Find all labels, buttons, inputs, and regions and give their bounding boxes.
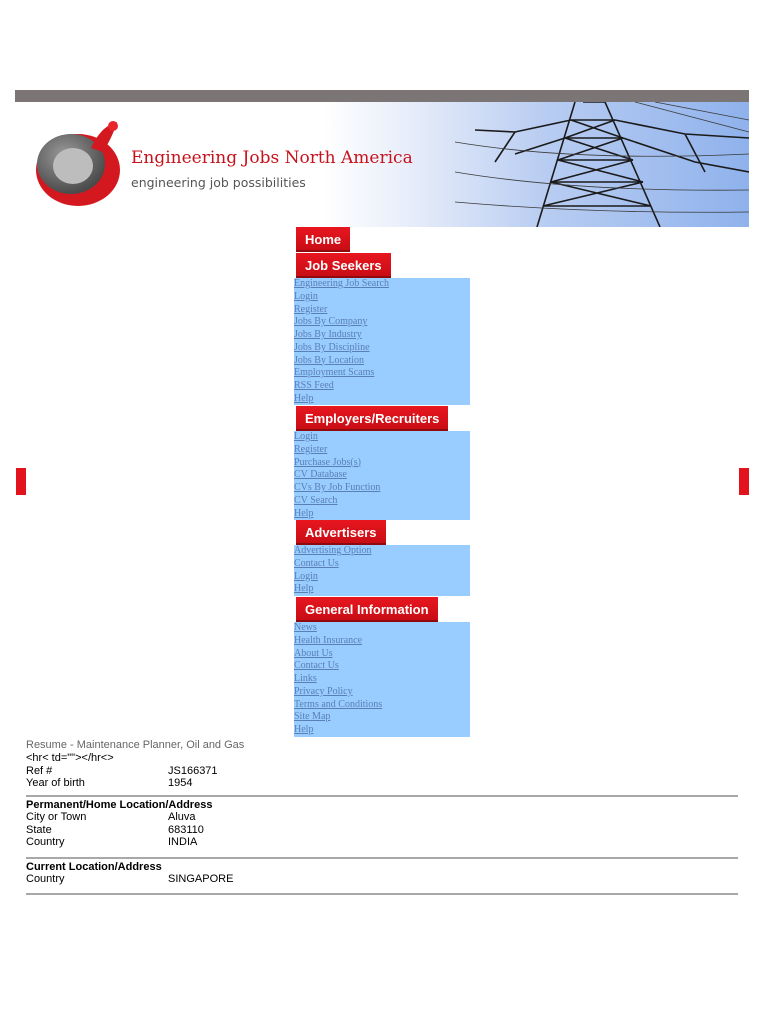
nav-link-advertising-option[interactable]: Advertising Option xyxy=(294,545,372,556)
nav-link-register[interactable]: Register xyxy=(294,303,328,315)
permanent-country-label: Country xyxy=(26,836,65,848)
power-tower-icon xyxy=(455,102,749,227)
left-red-marker xyxy=(16,468,26,495)
current-address-heading: Current Location/Address xyxy=(26,860,162,873)
city-value: Aluva xyxy=(168,811,196,823)
resume-section xyxy=(26,739,738,897)
nav-link-advertiser-login[interactable]: Login xyxy=(294,570,318,582)
current-country-label: Country xyxy=(26,873,65,885)
nav-general-information-heading[interactable]: General Information xyxy=(296,597,438,622)
nav-link-jobs-by-company[interactable]: Jobs By Company xyxy=(294,316,368,328)
employers-menu xyxy=(294,431,470,520)
nav-link-advertiser-contact-us[interactable]: Contact Us xyxy=(294,557,339,569)
advertisers-menu xyxy=(294,545,470,596)
general-information-menu xyxy=(294,622,470,737)
right-red-marker xyxy=(739,468,749,495)
nav-link-login[interactable]: Login xyxy=(294,290,318,302)
year-of-birth-row xyxy=(26,777,738,790)
resume-title: Resume - Maintenance Planner, Oil and Gas xyxy=(26,739,245,751)
divider xyxy=(26,857,738,859)
nav-link-terms-and-conditions[interactable]: Terms and Conditions xyxy=(294,698,383,710)
site-logo-icon[interactable] xyxy=(33,118,133,210)
state-row xyxy=(26,824,738,837)
job-seekers-menu xyxy=(294,278,470,405)
city-label: City or Town xyxy=(26,811,87,823)
permanent-country-row xyxy=(26,836,738,849)
permanent-address-heading: Permanent/Home Location/Address xyxy=(26,798,213,811)
city-row xyxy=(26,811,738,824)
nav-link-cv-database[interactable]: CV Database xyxy=(294,469,347,481)
top-bar xyxy=(15,90,749,102)
nav-link-jobs-by-industry[interactable]: Jobs By Industry xyxy=(294,329,362,340)
state-value: 683110 xyxy=(168,823,204,836)
nav-link-general-help[interactable]: Help xyxy=(294,724,314,735)
nav-link-cvs-by-job-function[interactable]: CVs By Job Function xyxy=(294,482,381,493)
nav-link-links[interactable]: Links xyxy=(294,673,317,684)
nav-link-cv-search[interactable]: CV Search xyxy=(294,494,338,506)
nav-link-privacy-policy[interactable]: Privacy Policy xyxy=(294,685,353,697)
ref-row xyxy=(26,765,738,778)
nav-employers-heading[interactable]: Employers/Recruiters xyxy=(296,406,448,431)
divider xyxy=(26,893,738,895)
current-country-value: SINGAPORE xyxy=(168,873,234,885)
nav-link-news[interactable]: News xyxy=(294,622,317,633)
nav-link-employer-register[interactable]: Register xyxy=(294,443,328,455)
nav-link-jobs-by-location[interactable]: Jobs By Location xyxy=(294,354,364,366)
nav-link-contact-us[interactable]: Contact Us xyxy=(294,660,339,672)
nav-link-about-us[interactable]: About Us xyxy=(294,647,333,659)
nav-link-advertiser-help[interactable]: Help xyxy=(294,583,314,595)
nav-link-employment-scams[interactable]: Employment Scams xyxy=(294,367,375,379)
ref-label: Ref # xyxy=(26,764,53,777)
nav-link-help[interactable]: Help xyxy=(294,392,314,404)
nav-link-employer-login[interactable]: Login xyxy=(294,431,318,442)
nav-job-seekers-heading[interactable]: Job Seekers xyxy=(296,253,391,278)
brand-title: Engineering Jobs North America xyxy=(131,148,413,168)
nav-link-purchase-jobs[interactable]: Purchase Jobs(s) xyxy=(294,456,361,468)
state-label: State xyxy=(26,823,52,836)
site-banner xyxy=(15,102,749,227)
nav-link-rss-feed[interactable]: RSS Feed xyxy=(294,380,334,391)
nav-link-jobs-by-discipline[interactable]: Jobs By Discipline xyxy=(294,341,370,353)
raw-markup-text: <hr< td=""></hr<> xyxy=(26,752,114,764)
ref-value: JS166371 xyxy=(168,764,218,777)
brand-subtitle: engineering job possibilities xyxy=(131,175,306,190)
permanent-country-value: INDIA xyxy=(168,836,198,848)
nav-advertisers-heading[interactable]: Advertisers xyxy=(296,520,386,545)
current-country-row xyxy=(26,873,738,886)
year-of-birth-value: 1954 xyxy=(168,777,193,789)
divider xyxy=(26,795,738,797)
year-of-birth-label: Year of birth xyxy=(26,777,85,789)
nav-home-button[interactable]: Home xyxy=(296,227,350,252)
nav-link-engineering-job-search[interactable]: Engineering Job Search xyxy=(294,278,389,289)
nav-link-employer-help[interactable]: Help xyxy=(294,507,314,519)
nav-link-site-map[interactable]: Site Map xyxy=(294,711,331,723)
nav-link-health-insurance[interactable]: Health Insurance xyxy=(294,634,363,646)
